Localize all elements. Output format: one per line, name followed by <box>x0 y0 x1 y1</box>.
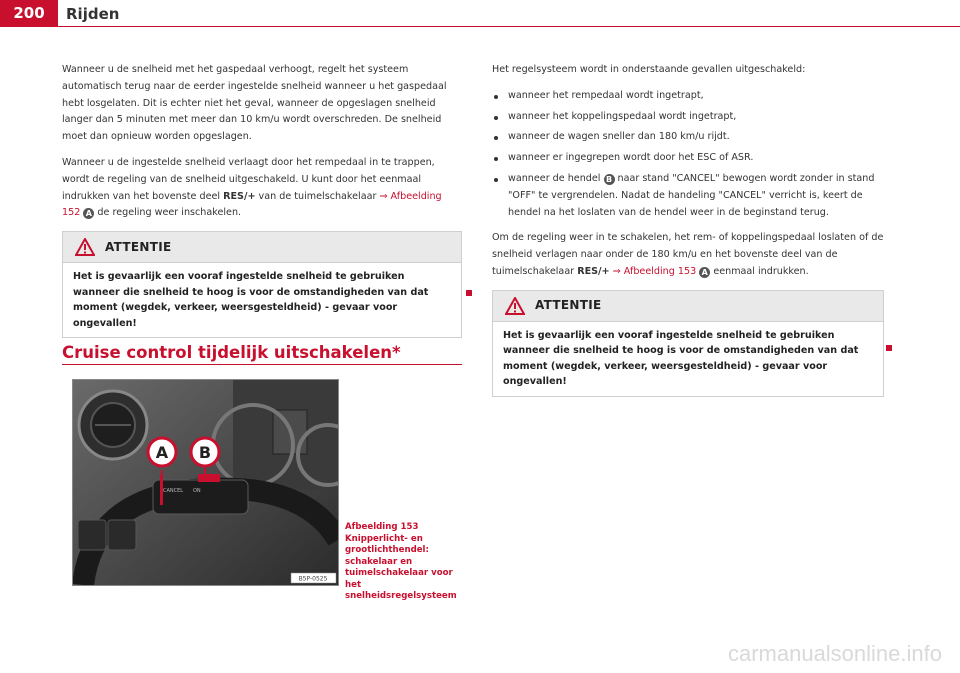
marker-a: A <box>699 267 710 278</box>
figure-cruise-control-stalk <box>72 379 339 586</box>
svg-text:CANCEL: CANCEL <box>163 488 184 494</box>
caution-header <box>63 232 461 263</box>
text: naar stand "CANCEL" bewogen wordt zonder in stand "OFF" te vergrendelen. Nadat de handeling "CANCEL" verricht is, keert de hendel na het loslaten van de hendel weer in de beginstand terug. <box>508 172 875 218</box>
right-column <box>492 62 884 397</box>
figure-code: B5P-0525 <box>298 575 328 583</box>
end-mark <box>886 345 892 351</box>
bold-text: RES/+ <box>577 265 610 277</box>
left-column <box>62 62 462 338</box>
caution-text: Het is gevaarlijk een vooraf ingestelde snelheid te gebruiken wanneer die snelheid te hoog is voor de omstandigheden van dat moment (wegdek, verkeer, weersgesteldheid) - gevaar voor ongevallen! <box>73 271 429 329</box>
caution-box <box>492 290 884 397</box>
warning-icon <box>505 297 525 315</box>
section-rule <box>62 364 462 365</box>
end-mark <box>466 290 472 296</box>
marker-a: A <box>83 208 94 219</box>
figure-reference-link[interactable]: ⇒ Afbeelding 153 <box>612 265 697 277</box>
text: Om de regeling weer in te schakelen, het rem- of koppelingspedaal loslaten of de snelheid verlagen naar onder de 180 km/u en het bovenste deel van de tuimelschakelaar <box>492 232 884 277</box>
figure-label-b: B <box>198 443 212 462</box>
bold-text: RES/+ <box>223 190 256 202</box>
text: Wanneer u de ingestelde snelheid verlaagt door het rempedaal in te trappen, wordt de regeling van de snelheid uitgeschakeld. U kunt door het eenmaal indrukken van het bovenste deel <box>62 156 435 202</box>
list-item: wanneer de wagen sneller dan 180 km/u rijdt. <box>492 129 884 146</box>
bullet-list <box>492 88 884 222</box>
figure-label-a: A <box>155 443 169 462</box>
figure-caption: Afbeelding 153 Knipperlicht- en grootlichthendel: schakelaar en tuimelschakelaar voor het snelheidsregelsysteem <box>345 522 457 601</box>
warning-icon <box>75 238 95 256</box>
paragraph <box>62 155 462 222</box>
list-item: wanneer het koppelingspedaal wordt ingetrapt, <box>492 109 884 126</box>
header-rule <box>58 26 960 27</box>
text: de regeling weer inschakelen. <box>94 207 242 219</box>
text: eenmaal indrukken. <box>710 265 809 277</box>
caution-title: ATTENTIE <box>105 239 172 254</box>
svg-text:ON: ON <box>193 488 201 494</box>
list-item: wanneer er ingegrepen wordt door het ESC of ASR. <box>492 150 884 167</box>
page-number: 200 <box>0 0 58 27</box>
paragraph: Het regelsysteem wordt in onderstaande gevallen uitgeschakeld: <box>492 64 806 75</box>
list-item <box>492 171 884 221</box>
paragraph <box>492 230 884 280</box>
caution-header <box>493 291 883 322</box>
text: van de tuimelschakelaar <box>255 190 380 202</box>
section-title: Cruise control tijdelijk uitschakelen* <box>62 343 401 362</box>
marker-b: B <box>604 174 615 185</box>
caution-box <box>62 231 462 338</box>
figure-reference-link[interactable]: ⇒ Afbeelding 152 <box>62 190 442 219</box>
paragraph: Wanneer u de snelheid met het gaspedaal verhoogt, regelt het systeem automatisch terug naar de eerder ingestelde snelheid wanneer u het gaspedaal hebt losgelaten. Dit is echter niet het geval, wanneer de opgeslagen snelheid langer dan 5 minuten met meer dan 10 km/u wordt overschreden. De snelheid moet dan opnieuw worden opgeslagen. <box>62 64 447 143</box>
caution-title: ATTENTIE <box>535 298 602 313</box>
watermark: carmanualsonline.info <box>727 641 942 666</box>
list-item: wanneer het rempedaal wordt ingetrapt, <box>492 88 884 105</box>
text: wanneer de hendel <box>508 172 604 184</box>
chapter-title: Rijden <box>66 5 120 23</box>
figure-illustration <box>73 380 338 585</box>
caution-text: Het is gevaarlijk een vooraf ingestelde snelheid te gebruiken wanneer die snelheid te hoog is voor de omstandigheden van dat moment (wegdek, verkeer, weersgesteldheid) - gevaar voor ongevallen! <box>503 329 859 388</box>
